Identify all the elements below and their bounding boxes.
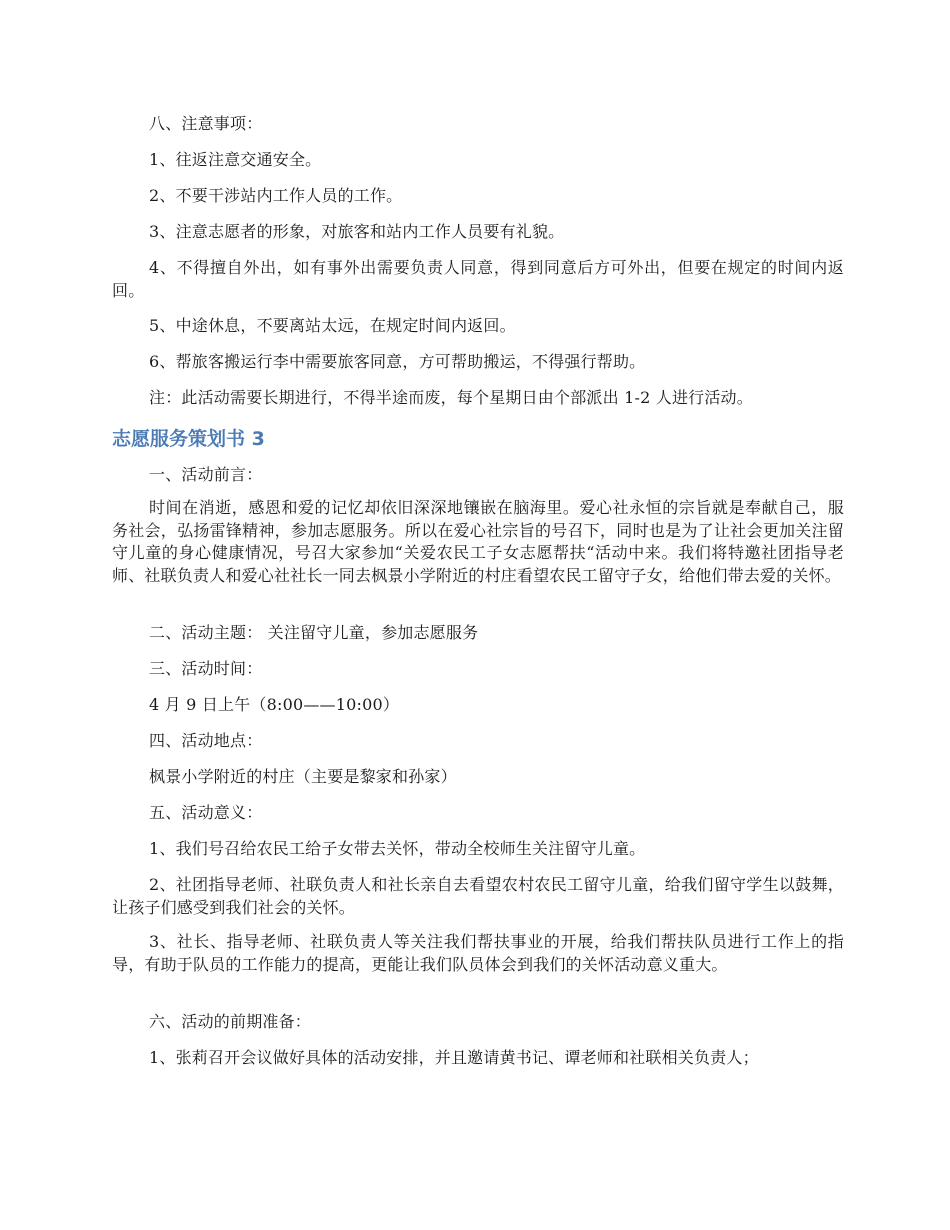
section-8-title: 八、注意事项： <box>149 114 263 133</box>
notice-item-5: 5、中途休息，不要离站太远，在规定时间内返回。 <box>149 316 516 335</box>
meaning-item-1: 1、我们号召给农民工给子女带去关怀，带动全校师生关注留守儿童。 <box>149 839 646 858</box>
meaning-item-3: 3、社长、指导老师、社联负责人等关注我们帮扶事业的开展，给我们帮扶队员进行工作上的指导，有助于队员的工作能力的提高，更能让我们队员体会到我们的关怀活动意义重大。 <box>112 932 844 974</box>
preface-body: 时间在消逝，感恩和爱的记忆却依旧深深地镶嵌在脑海里。爱心社永恒的宗旨就是奉献自己，服务社会，弘扬雷锋精神，参加志愿服务。所以在爱心社宗旨的号召下，同时也是为了让社会更加关注留守儿童的身心健康情况，号召大家参加“关爱农民工子女志愿帮扶“活动中来。我们将特邀社团指导老师、社联负责人和爱心社社长一同去枫景小学附近的村庄看望农民工留守子女，给他们带去爱的关怀。 <box>112 498 844 585</box>
notice-item-6: 6、帮旅客搬运行李中需要旅客同意，方可帮助搬运，不得强行帮助。 <box>149 352 646 371</box>
notice-note: 注：此活动需要长期进行，不得半途而废，每个星期日由个部派出 1-2 人进行活动。 <box>149 388 753 407</box>
notice-item-2: 2、不要干涉站内工作人员的工作。 <box>149 186 403 205</box>
prep-title: 六、活动的前期准备： <box>149 1012 312 1031</box>
section-heading: 志愿服务策划书 3 <box>112 428 265 450</box>
time-value: 4 月 9 日上午（8:00——10:00） <box>149 695 400 714</box>
meaning-item-2: 2、社团指导老师、社联负责人和社长亲自去看望农村农民工留守儿童，给我们留守学生以鼓舞，让孩子们感受到我们社会的关怀。 <box>112 875 844 917</box>
notice-item-3: 3、注意志愿者的形象，对旅客和站内工作人员要有礼貌。 <box>149 222 565 241</box>
preface-title: 一、活动前言： <box>149 465 263 484</box>
meaning-title: 五、活动意义： <box>149 803 263 822</box>
notice-item-1: 1、往返注意交通安全。 <box>149 150 322 169</box>
time-title: 三、活动时间： <box>149 659 263 678</box>
notice-item-4: 4、不得擅自外出，如有事外出需要负责人同意，得到同意后方可外出，但要在规定的时间内返回。 <box>112 258 844 300</box>
prep-item-1: 1、张莉召开会议做好具体的活动安排，并且邀请黄书记、谭老师和社联相关负责人； <box>149 1048 759 1067</box>
place-value: 枫景小学附近的村庄（主要是黎家和孙家） <box>149 767 457 786</box>
theme-line: 二、活动主题： 关注留守儿童，参加志愿服务 <box>149 623 479 642</box>
place-title: 四、活动地点： <box>149 731 263 750</box>
